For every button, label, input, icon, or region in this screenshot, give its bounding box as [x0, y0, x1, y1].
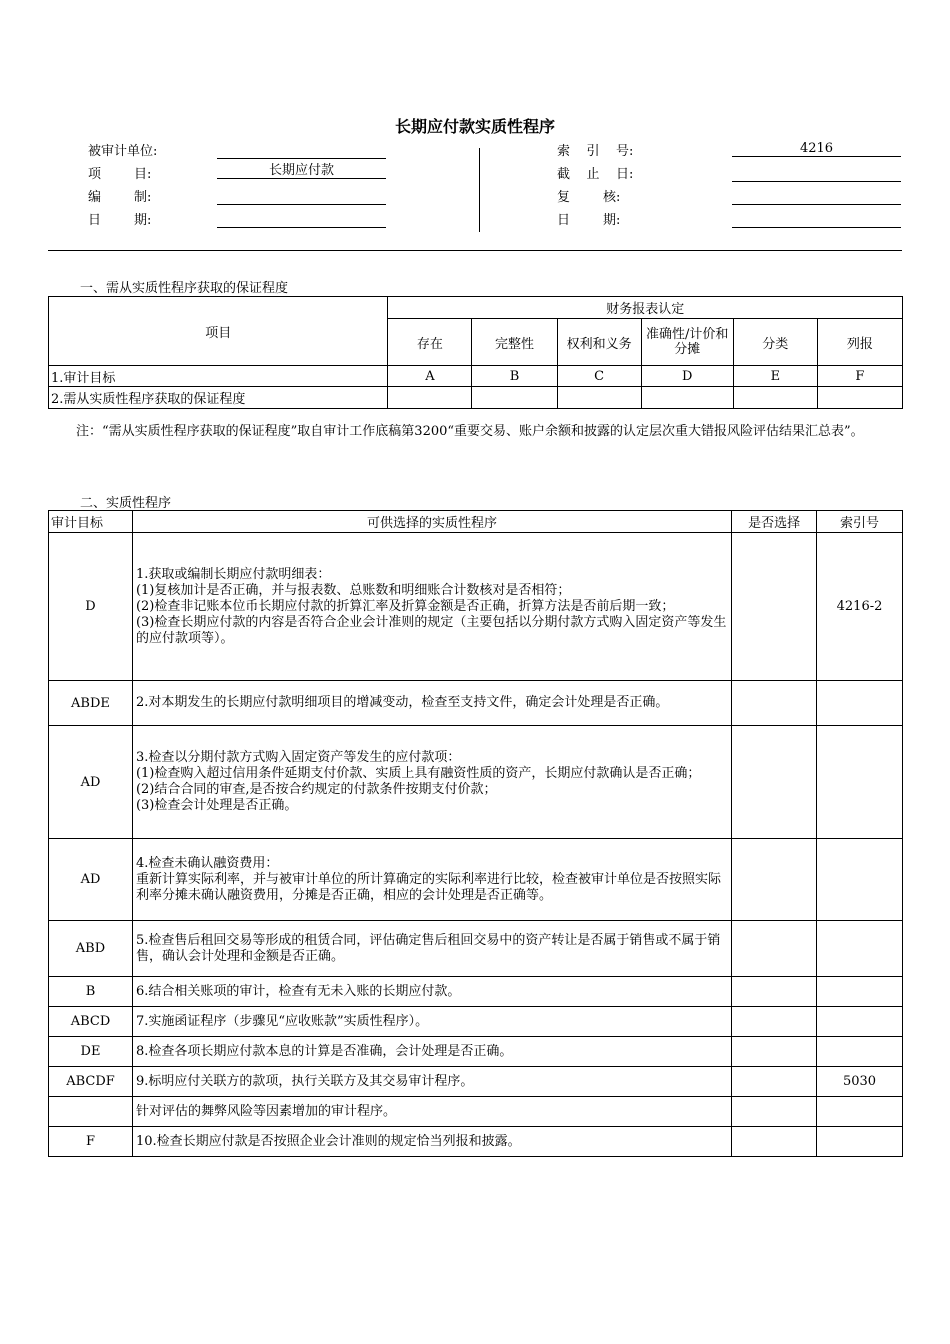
index-ref-cell[interactable]: [817, 681, 903, 726]
procedure-line: 2.对本期发生的长期应付款明细项目的增减变动，检查至支持文件，确定会计处理是否正确。: [135, 695, 669, 710]
index-ref-cell[interactable]: [817, 1097, 903, 1127]
procedure-line: 3.检查以分期付款方式购入固定资产等发生的应付款项：: [135, 750, 461, 765]
procedure-cell: [132, 1067, 731, 1097]
header-divider: [479, 148, 480, 232]
date-field[interactable]: [217, 213, 386, 228]
audit-target-cell: [49, 1097, 133, 1127]
procedure-line: 5.检查售后租回交易等形成的租赁合同，评估确定售后租回交易中的资产转让是否属于销售或不属于销售，确认会计处理和金额是否正确。: [135, 932, 721, 964]
row-label: 2.需从实质性程序获取的保证程度: [49, 387, 388, 409]
audit-target-cell: ABDE: [49, 681, 133, 726]
table-row: [49, 726, 903, 839]
table-row: [49, 681, 903, 726]
header-label-review-date: 日 期:: [557, 213, 621, 228]
index-ref-cell[interactable]: 4216-2: [817, 533, 903, 681]
preparer-field[interactable]: [217, 190, 386, 205]
item-field[interactable]: 长期应付款: [217, 164, 386, 179]
audit-target-cell: F: [49, 1127, 133, 1157]
selected-cell[interactable]: [732, 1127, 817, 1157]
assurance-cell[interactable]: [733, 387, 817, 409]
header-label-index: 索 引 号:: [557, 144, 634, 159]
section2-heading: 二、实质性程序: [80, 496, 172, 511]
col-selected: 是否选择: [732, 511, 817, 533]
index-ref-cell[interactable]: 5030: [817, 1067, 903, 1097]
header-label-preparer: 编 制:: [88, 190, 152, 205]
header-label-cutoff: 截 止 日:: [557, 167, 634, 182]
procedure-line: (1)复核加计是否正确，并与报表数、总账数和明细账合计数核对是否相符；: [135, 582, 571, 598]
procedure-cell: [132, 726, 731, 839]
col-completeness: 完整性: [472, 319, 557, 366]
procedures-table: [48, 510, 903, 1157]
table-row: [49, 1067, 903, 1097]
table-row: [49, 1007, 903, 1037]
audit-target-cell: ABCD: [49, 1007, 133, 1037]
procedure-line: 9.标明应付关联方的款项，执行关联方及其交易审计程序。: [135, 1073, 474, 1089]
procedure-line: 10.检查长期应付款是否按照企业会计准则的规定恰当列报和披露。: [135, 1133, 521, 1149]
review-date-field[interactable]: [732, 213, 901, 228]
procedure-cell: [132, 1007, 731, 1037]
col-presentation: 列报: [817, 319, 902, 366]
assurance-cell[interactable]: [388, 387, 472, 409]
header-label-reviewer: 复 核:: [557, 190, 621, 205]
audit-target-cell: AD: [49, 839, 133, 921]
index-ref-cell[interactable]: [817, 977, 903, 1007]
selected-cell[interactable]: [732, 839, 817, 921]
index-ref-cell[interactable]: [817, 726, 903, 839]
table-row: [49, 977, 903, 1007]
procedure-cell: [132, 1127, 731, 1157]
procedure-cell: [132, 533, 731, 681]
col-procedure: 可供选择的实质性程序: [132, 511, 731, 533]
reviewer-field[interactable]: [732, 190, 901, 205]
procedure-line: 针对评估的舞弊风险等因素增加的审计程序。: [135, 1103, 396, 1119]
procedure-line: (3)检查会计处理是否正确。: [135, 798, 298, 813]
selected-cell[interactable]: [732, 533, 817, 681]
index-ref-cell[interactable]: [817, 1007, 903, 1037]
cell: F: [817, 366, 902, 387]
table-row: [49, 1127, 903, 1157]
selected-cell[interactable]: [732, 681, 817, 726]
selected-cell[interactable]: [732, 921, 817, 977]
procedure-cell: [132, 921, 731, 977]
item-header: 项目: [49, 297, 388, 366]
table-row: [49, 366, 903, 387]
cell: B: [472, 366, 557, 387]
procedure-line: 1.获取或编制长期应付款明细表：: [135, 566, 331, 582]
table-row: [49, 1037, 903, 1067]
section1-heading: 一、需从实质性程序获取的保证程度: [80, 281, 289, 296]
procedure-line: (3)检查长期应付款的内容是否符合企业会计准则的规定（主要包括以分期付款方式购入固定资产等发生的应付款项等）。: [135, 614, 727, 646]
procedure-line: 7.实施函证程序（步骤见“应收账款”实质性程序）。: [135, 1013, 429, 1029]
procedure-line: 重新计算实际利率，并与被审计单位的所计算确定的实际利率进行比较，检查被审计单位是否按照实际利率分摊未确认融资费用，分摊是否正确，相应的会计处理是否正确等。: [135, 871, 721, 903]
selected-cell[interactable]: [732, 1007, 817, 1037]
audit-target-cell: B: [49, 977, 133, 1007]
audit-target-cell: D: [49, 533, 133, 681]
cell: E: [733, 366, 817, 387]
assertions-header: 财务报表认定: [388, 297, 903, 319]
assurance-cell[interactable]: [817, 387, 902, 409]
assurance-table: [48, 296, 903, 409]
header-rule: [48, 250, 902, 251]
audit-target-cell: ABCDF: [49, 1067, 133, 1097]
index-ref-cell[interactable]: [817, 1037, 903, 1067]
selected-cell[interactable]: [732, 1067, 817, 1097]
selected-cell[interactable]: [732, 726, 817, 839]
audit-target-cell: ABD: [49, 921, 133, 977]
audit-target-cell: DE: [49, 1037, 133, 1067]
row-label: 1.审计目标: [49, 366, 388, 387]
procedure-cell: [132, 1037, 731, 1067]
header-label-item: 项 目:: [88, 167, 152, 182]
audit-target-cell: AD: [49, 726, 133, 839]
assurance-cell[interactable]: [641, 387, 733, 409]
col-index: 索引号: [817, 511, 903, 533]
procedure-cell: [132, 681, 731, 726]
selected-cell[interactable]: [732, 1097, 817, 1127]
procedure-cell: [132, 977, 731, 1007]
table-row: [49, 1097, 903, 1127]
cell: C: [557, 366, 641, 387]
procedure-line: (1)检查购入超过信用条件延期支付价款、实质上具有融资性质的资产，长期应付款确认是否正确；: [135, 766, 701, 781]
assurance-cell[interactable]: [557, 387, 641, 409]
cell: D: [641, 366, 733, 387]
index-field[interactable]: 4216: [732, 142, 901, 157]
selected-cell[interactable]: [732, 977, 817, 1007]
index-ref-cell[interactable]: [817, 921, 903, 977]
col-existence: 存在: [388, 319, 472, 366]
table-row: [49, 921, 903, 977]
index-ref-cell[interactable]: [817, 839, 903, 921]
header-label-date: 日 期:: [88, 213, 152, 228]
section1-note: 注：“需从实质性程序获取的保证程度”取自审计工作底稿第3200“重要交易、账户余额和披露的认定层次重大错报风险评估结果汇总表”。: [76, 424, 864, 439]
auditee-field[interactable]: [217, 144, 386, 159]
selected-cell[interactable]: [732, 1037, 817, 1067]
col-accuracy: 准确性/计价和分摊: [641, 319, 733, 366]
col-rights: 权利和义务: [557, 319, 641, 366]
col-classification: 分类: [733, 319, 817, 366]
table-row: [49, 387, 903, 409]
procedure-line: 6.结合相关账项的审计，检查有无未入账的长期应付款。: [135, 983, 461, 999]
procedure-cell: [132, 839, 731, 921]
header-label-auditee: 被审计单位:: [88, 144, 158, 159]
procedure-line: 8.检查各项长期应付款本息的计算是否准确，会计处理是否正确。: [135, 1043, 513, 1059]
cell: A: [388, 366, 472, 387]
procedure-line: 4.检查未确认融资费用：: [135, 855, 279, 871]
procedure-cell: [132, 1097, 731, 1127]
index-ref-cell[interactable]: [817, 1127, 903, 1157]
table-row: [49, 839, 903, 921]
assurance-cell[interactable]: [472, 387, 557, 409]
cutoff-field[interactable]: [732, 167, 901, 182]
procedure-line: (2)结合合同的审查,是否按合约规定的付款条件按期支付价款；: [135, 782, 497, 797]
table-row: [49, 533, 903, 681]
col-audit-target: 审计目标: [49, 511, 133, 533]
page-title: 长期应付款实质性程序: [394, 117, 555, 136]
procedure-line: (2)检查非记账本位币长期应付款的折算汇率及折算金额是否正确，折算方法是否前后期一致；: [135, 598, 675, 614]
